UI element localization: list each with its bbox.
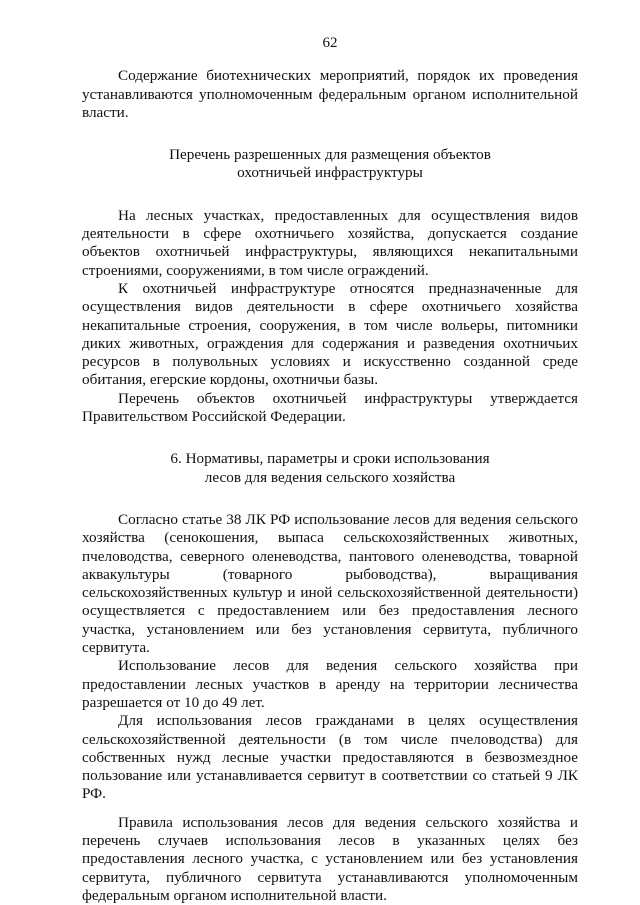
section-6-paragraph: Использование лесов для ведения сельского хозяйства при предоставлении лесных участков в аренду на территории лесничества разрешается от 10 до 49 лет.	[82, 657, 578, 711]
section-6-heading-line2: лесов для ведения сельского хозяйства	[204, 468, 456, 486]
intro-paragraph: Содержание биотехнических мероприятий, порядок их проведения устанавливаются уполномоченным федеральным органом исполнительной власти.	[82, 67, 578, 121]
section-6-paragraph: Согласно статье 38 ЛК РФ использование лесов для ведения сельского хозяйства (сенокошения, выпаса сельскохозяйственных животных, пчеловодства, северного оленеводства, пантового оленеводства, товарной аквакультуры (товарного рыбоводства), выращивания сельскохозяйственных культур и иной сельскохозяйственной деятельности) осуществляется с предоставлением или без предоставления лесного участка, установлением или без установления сервитута, публичного сервитута.	[82, 510, 578, 657]
infrastructure-heading-line2: охотничьей инфраструктуры	[237, 164, 423, 182]
infrastructure-paragraph: Перечень объектов охотничьей инфраструктуры утверждается Правительством Российской Федерации.	[82, 389, 578, 426]
section-6-paragraph: Правила использования лесов для ведения сельского хозяйства и перечень случаев использования лесов в указанных целях без предоставления лесного участка, с установлением или без установления сервитута, публичного сервитута устанавливаются уполномоченным федеральным органом исполнительной власти.	[82, 813, 578, 904]
page-number: 62	[322, 35, 338, 51]
section-6-heading-line1: 6. Нормативы, параметры и сроки использования	[170, 450, 490, 468]
infrastructure-paragraph: К охотничьей инфраструктуре относятся предназначенные для осуществления видов деятельности в сфере охотничьего хозяйства некапитальные строения, сооружения, в том числе вольеры, питомники диких животных, ограждения для содержания и разведения охотничьих ресурсов в полувольных условиях и искусственно созданной среде обитания, егерские кордоны, охотничьи базы.	[82, 279, 578, 389]
document-page	[82, 34, 578, 905]
infrastructure-heading	[82, 146, 578, 183]
infrastructure-heading-line1: Перечень разрешенных для размещения объектов	[169, 146, 491, 164]
section-6-heading	[82, 450, 578, 487]
section-6-paragraph: Для использования лесов гражданами в целях осуществления сельскохозяйственной деятельности (в том числе пчеловодства) для собственных нужд лесные участки предоставляются в безвозмездное пользование или устанавливается сервитут в соответствии со статьей 9 ЛК РФ.	[82, 712, 578, 803]
infrastructure-paragraph: На лесных участках, предоставленных для осуществления видов деятельности в сфере охотничьего хозяйства, допускается создание объектов охотничьей инфраструктуры, являющихся некапитальными строениями, сооружениями, в том числе ограждений.	[82, 206, 578, 279]
